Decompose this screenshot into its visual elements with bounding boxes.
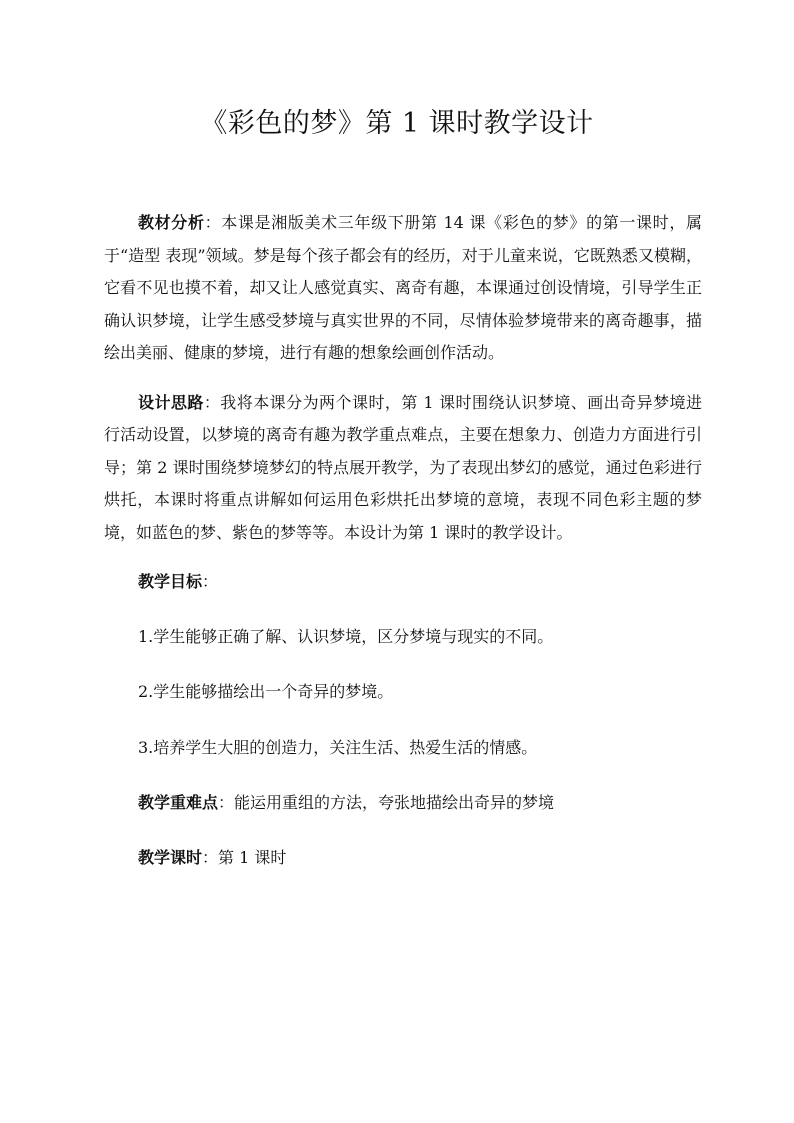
document-title: 《彩色的梦》第 1 课时教学设计: [200, 108, 594, 139]
document-body: [104, 207, 702, 896]
design-paragraph: [104, 387, 702, 550]
period-text: ：第 1 课时: [202, 847, 287, 867]
goals-suffix: ：: [202, 572, 219, 591]
difficulty-label: 教学重难点: [138, 793, 219, 812]
design-label: 设计思路: [138, 392, 204, 412]
analysis-text: ：本课是湘版美术三年级下册第 14 课《彩色的梦》的第一课时，属于“造型 表现”领域。梦是每个孩子都会有的经历，对于儿童来说，它既熟悉又模糊，它看不见也摸不着，却又让人感觉真实、离奇有趣，本课通过创设情境，引导学生正确认识梦境，让学生感受梦境与真实世界的不同，尽情体验梦境带来的离奇趣事，描绘出美丽、健康的梦境，进行有趣的想象绘画创作活动。: [104, 213, 702, 362]
analysis-label: 教材分析: [138, 213, 205, 232]
goal-item-3: 3.培养学生大胆的创造力，关注生活、热爱生活的情感。: [138, 737, 538, 757]
goals-label: 教学目标: [138, 572, 203, 591]
period-paragraph: [104, 842, 702, 875]
goal-item-1: 1.学生能够正确了解、认识梦境，区分梦境与现实的不同。: [138, 626, 554, 646]
difficulty-paragraph: [104, 787, 702, 820]
design-text: ：我将本课分为两个课时，第 1 课时围绕认识梦境、画出奇异梦境进行活动设置，以梦境的离奇有趣为教学重点难点，主要在想象力、创造力方面进行引导；第 2 课时围绕梦境梦幻的特点展开教学，为了表现出梦幻的感觉，通过色彩进行烘托，本课时将重点讲解如何运用色彩烘托出梦境的意境，表现不同色彩主题的梦境，如蓝色的梦、紫色的梦等等。本设计为第 1 课时的教学设计。: [104, 392, 702, 542]
analysis-paragraph: [104, 207, 702, 370]
period-label: 教学课时: [138, 847, 203, 867]
goals-heading: [104, 566, 702, 599]
difficulty-text: ：能运用重组的方法，夸张地描绘出奇异的梦境: [218, 793, 555, 812]
goal-item-2: 2.学生能够描绘出一个奇异的梦境。: [138, 682, 394, 701]
